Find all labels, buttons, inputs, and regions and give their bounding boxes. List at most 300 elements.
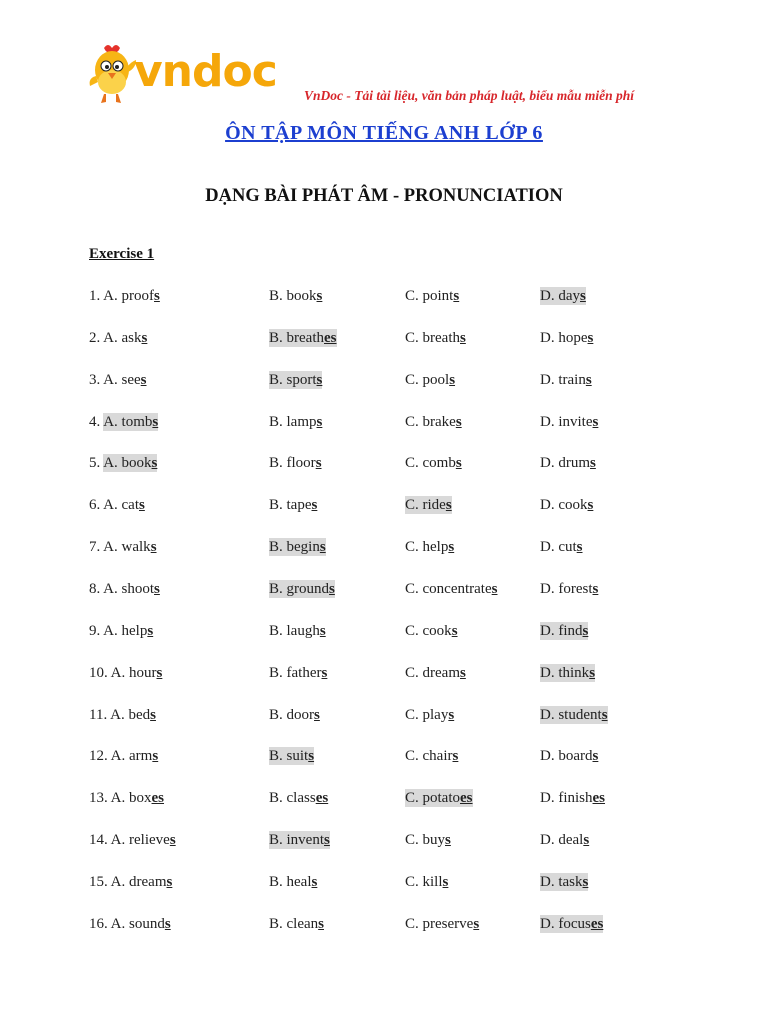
word-ending: s bbox=[169, 832, 176, 849]
word-stem: breath bbox=[286, 329, 324, 346]
answer-option bbox=[269, 664, 327, 682]
word-stem: book bbox=[286, 288, 317, 304]
word-stem: concentrate bbox=[422, 581, 492, 598]
answer-option bbox=[269, 622, 326, 640]
word-ending: s bbox=[587, 329, 594, 346]
vndoc-logo[interactable]: vndoc bbox=[134, 46, 277, 97]
word-ending: s bbox=[139, 497, 145, 514]
word-ending: s bbox=[311, 874, 318, 891]
option-letter: C. bbox=[405, 874, 419, 891]
answer-option bbox=[122, 287, 160, 305]
answer-option bbox=[405, 580, 497, 598]
word-ending: s bbox=[156, 664, 163, 681]
answer-option bbox=[269, 706, 320, 724]
question-number: 7. A. bbox=[89, 539, 118, 556]
answer-option bbox=[129, 873, 172, 891]
word-stem: chair bbox=[422, 748, 453, 765]
page-header bbox=[88, 42, 688, 112]
answer-option-highlighted bbox=[269, 580, 335, 598]
option-cell bbox=[405, 829, 451, 851]
word-stem: cut bbox=[558, 539, 577, 556]
option-letter: C. bbox=[405, 371, 419, 388]
word-ending: s bbox=[152, 748, 159, 765]
option-cell bbox=[540, 452, 596, 474]
word-ending: s bbox=[316, 288, 323, 304]
option-letter: D. bbox=[540, 413, 555, 430]
word-stem: tape bbox=[286, 497, 312, 514]
word-ending: s bbox=[592, 581, 599, 598]
answer-option bbox=[269, 413, 322, 431]
word-ending: s bbox=[592, 748, 599, 765]
word-stem: comb bbox=[422, 455, 456, 472]
question-number: 2. A. bbox=[89, 329, 118, 346]
question-number-and-option-a bbox=[89, 745, 158, 767]
question-row bbox=[89, 285, 729, 327]
word-stem: buy bbox=[422, 832, 446, 849]
word-stem: lamp bbox=[286, 413, 317, 430]
option-letter: D. bbox=[540, 455, 555, 472]
option-letter: B. bbox=[269, 329, 283, 346]
option-cell bbox=[269, 913, 324, 935]
option-letter: D. bbox=[540, 288, 555, 304]
word-stem: brake bbox=[422, 413, 456, 430]
question-number-and-option-a bbox=[89, 578, 160, 600]
option-letter: B. bbox=[269, 622, 283, 639]
answer-option bbox=[269, 287, 322, 305]
word-ending: s bbox=[587, 497, 594, 514]
answer-option-highlighted bbox=[103, 413, 158, 431]
word-stem: kill bbox=[422, 874, 443, 891]
option-cell bbox=[405, 620, 458, 642]
option-letter: C. bbox=[405, 497, 419, 514]
option-letter: C. bbox=[405, 664, 419, 681]
word-ending: s bbox=[140, 371, 147, 388]
question-number: 10. A. bbox=[89, 664, 126, 681]
section-subtitle: DẠNG BÀI PHÁT ÂM - PRONUNCIATION bbox=[205, 186, 563, 206]
option-cell bbox=[269, 452, 322, 474]
option-cell bbox=[540, 578, 598, 600]
word-stem: drum bbox=[558, 455, 591, 472]
word-ending: s bbox=[152, 413, 159, 430]
answer-option bbox=[405, 664, 466, 682]
option-letter: B. bbox=[269, 790, 283, 807]
word-stem: student bbox=[558, 706, 602, 723]
option-cell bbox=[269, 745, 314, 767]
word-stem: see bbox=[121, 371, 141, 388]
word-ending: s bbox=[318, 915, 324, 932]
answer-option bbox=[129, 664, 162, 682]
answer-option-highlighted bbox=[269, 329, 337, 347]
word-ending: s bbox=[141, 329, 148, 346]
answer-option bbox=[405, 538, 454, 556]
chicken-mascot-icon bbox=[88, 42, 138, 106]
answer-option bbox=[269, 789, 328, 807]
option-letter: C. bbox=[405, 413, 419, 430]
option-cell bbox=[269, 871, 317, 893]
word-ending: s bbox=[580, 288, 586, 304]
option-letter: D. bbox=[540, 832, 555, 849]
word-ending: s bbox=[442, 874, 449, 891]
word-ending: s bbox=[154, 288, 160, 304]
word-stem: laugh bbox=[286, 622, 320, 639]
question-number: 3. A. bbox=[89, 371, 118, 388]
question-number: 8. A. bbox=[89, 581, 118, 598]
question-row bbox=[89, 662, 729, 704]
word-ending: s bbox=[311, 497, 318, 514]
option-letter: C. bbox=[405, 790, 419, 807]
answer-option bbox=[540, 454, 596, 472]
question-number: 14. A. bbox=[89, 832, 126, 849]
word-ending: es bbox=[151, 790, 165, 807]
question-number: 5. bbox=[89, 455, 101, 472]
word-stem: proof bbox=[121, 288, 155, 304]
option-letter: C. bbox=[405, 288, 419, 304]
answer-option bbox=[540, 789, 605, 807]
word-ending: s bbox=[592, 413, 599, 430]
option-cell bbox=[540, 787, 605, 809]
answer-option bbox=[122, 496, 145, 514]
option-letter: D. bbox=[540, 539, 555, 556]
word-ending: s bbox=[324, 832, 330, 849]
word-stem: dream bbox=[422, 664, 460, 681]
word-stem: begin bbox=[286, 539, 320, 556]
word-stem: shoot bbox=[121, 581, 155, 598]
option-cell bbox=[269, 620, 326, 642]
word-ending: s bbox=[448, 706, 455, 723]
word-stem: deal bbox=[558, 832, 584, 849]
option-cell bbox=[269, 787, 328, 809]
answer-option-highlighted bbox=[540, 915, 603, 933]
question-number: 4. bbox=[89, 413, 101, 430]
answer-option bbox=[540, 496, 593, 514]
option-letter: D. bbox=[540, 748, 555, 765]
option-cell bbox=[405, 871, 448, 893]
word-ending: s bbox=[576, 539, 583, 556]
word-stem: walk bbox=[121, 539, 151, 556]
option-letter: B. bbox=[269, 497, 283, 514]
option-letter: D. bbox=[540, 664, 555, 681]
option-cell bbox=[269, 536, 326, 558]
word-ending: s bbox=[154, 581, 160, 598]
option-cell bbox=[540, 411, 598, 433]
word-stem: door bbox=[286, 706, 315, 723]
answer-option bbox=[129, 831, 176, 849]
answer-option-highlighted bbox=[269, 538, 326, 556]
word-ending: s bbox=[166, 874, 173, 891]
answer-option bbox=[129, 747, 158, 765]
question-number-and-option-a bbox=[89, 494, 145, 516]
word-stem: preserve bbox=[422, 915, 474, 932]
word-ending: es bbox=[592, 790, 606, 807]
word-stem: ask bbox=[121, 329, 142, 346]
option-letter: B. bbox=[269, 874, 283, 891]
word-stem: heal bbox=[286, 874, 312, 891]
option-cell bbox=[540, 662, 595, 684]
word-stem: cook bbox=[422, 622, 452, 639]
option-cell bbox=[269, 578, 335, 600]
option-cell bbox=[405, 787, 473, 809]
question-number-and-option-a bbox=[89, 411, 158, 433]
word-ending: s bbox=[601, 706, 608, 723]
word-ending: s bbox=[321, 664, 328, 681]
answer-option bbox=[405, 831, 451, 849]
word-stem: hour bbox=[129, 664, 157, 681]
option-letter: B. bbox=[269, 706, 283, 723]
question-number-and-option-a bbox=[89, 829, 176, 851]
word-ending: s bbox=[445, 832, 451, 849]
option-letter: C. bbox=[405, 581, 419, 598]
word-ending: s bbox=[583, 832, 590, 849]
word-ending: s bbox=[585, 371, 592, 388]
option-cell bbox=[269, 285, 322, 307]
question-row bbox=[89, 829, 729, 871]
question-number-and-option-a bbox=[89, 285, 160, 307]
option-cell bbox=[405, 578, 497, 600]
option-cell bbox=[405, 536, 454, 558]
word-stem: cat bbox=[121, 497, 139, 514]
option-cell bbox=[405, 704, 454, 726]
word-ending: s bbox=[329, 581, 335, 598]
word-stem: help bbox=[422, 539, 449, 556]
option-cell bbox=[269, 829, 330, 851]
option-cell bbox=[540, 494, 593, 516]
word-stem: relieve bbox=[129, 832, 170, 849]
answer-option bbox=[128, 706, 156, 724]
word-ending: s bbox=[455, 455, 462, 472]
option-cell bbox=[540, 285, 586, 307]
site-tagline: VnDoc - Tải tài liệu, văn bản pháp luật, biểu mẫu miễn phí bbox=[304, 88, 635, 103]
word-stem: class bbox=[286, 790, 316, 807]
answer-option-highlighted bbox=[103, 454, 157, 472]
word-ending: s bbox=[452, 748, 459, 765]
word-stem: dream bbox=[129, 874, 167, 891]
option-cell bbox=[269, 411, 322, 433]
option-cell bbox=[540, 704, 608, 726]
question-number: 15. A. bbox=[89, 874, 126, 891]
option-cell bbox=[405, 662, 466, 684]
word-ending: s bbox=[460, 664, 466, 681]
question-row bbox=[89, 620, 729, 662]
option-letter: C. bbox=[405, 622, 419, 639]
question-number: 13. A. bbox=[89, 790, 126, 807]
word-stem: ride bbox=[422, 497, 446, 514]
answer-option-highlighted bbox=[405, 789, 473, 807]
question-number: 6. A. bbox=[89, 497, 118, 514]
option-letter: C. bbox=[405, 748, 419, 765]
answer-option bbox=[405, 287, 459, 305]
question-row bbox=[89, 452, 729, 494]
word-ending: s bbox=[473, 915, 480, 932]
answer-option bbox=[269, 915, 324, 933]
option-cell bbox=[540, 369, 592, 391]
option-cell bbox=[540, 536, 583, 558]
word-stem: arm bbox=[129, 748, 153, 765]
word-stem: finish bbox=[558, 790, 593, 807]
answer-option bbox=[540, 747, 598, 765]
answer-option bbox=[405, 622, 458, 640]
option-letter: C. bbox=[405, 706, 419, 723]
answer-option bbox=[122, 538, 157, 556]
answer-option bbox=[269, 496, 317, 514]
word-stem: cook bbox=[558, 497, 588, 514]
option-cell bbox=[540, 871, 588, 893]
answer-option bbox=[540, 371, 592, 389]
word-ending: es bbox=[315, 790, 329, 807]
exercise-heading: Exercise 1 bbox=[89, 246, 155, 262]
answer-option bbox=[122, 371, 147, 389]
option-letter: C. bbox=[405, 832, 419, 849]
answer-option bbox=[540, 413, 598, 431]
answer-option-highlighted bbox=[540, 287, 586, 305]
option-cell bbox=[269, 704, 320, 726]
option-cell bbox=[540, 745, 598, 767]
question-row bbox=[89, 494, 729, 536]
option-cell bbox=[269, 327, 337, 349]
question-number-and-option-a bbox=[89, 452, 157, 474]
answer-option-highlighted bbox=[540, 706, 608, 724]
word-stem: book bbox=[121, 455, 152, 472]
word-ending: s bbox=[460, 329, 466, 346]
option-letter: D. bbox=[540, 915, 555, 932]
answer-option bbox=[405, 329, 466, 347]
answer-option bbox=[540, 329, 593, 347]
option-letter: B. bbox=[269, 413, 283, 430]
answer-option bbox=[405, 371, 455, 389]
answer-option bbox=[405, 454, 462, 472]
question-number: 11. A. bbox=[89, 706, 125, 723]
option-letter: B. bbox=[269, 455, 283, 472]
option-letter: B. bbox=[269, 915, 283, 932]
question-number: 16. A. bbox=[89, 915, 126, 932]
option-cell bbox=[540, 620, 588, 642]
word-ending: s bbox=[319, 539, 326, 556]
option-letter: D. bbox=[540, 790, 555, 807]
option-cell bbox=[405, 745, 458, 767]
word-stem: potato bbox=[422, 790, 461, 807]
word-ending: s bbox=[314, 706, 320, 723]
word-ending: s bbox=[316, 413, 323, 430]
question-number-and-option-a bbox=[89, 704, 156, 726]
option-letter: C. bbox=[405, 915, 419, 932]
answer-option bbox=[122, 329, 148, 347]
word-ending: s bbox=[319, 622, 326, 639]
word-ending: s bbox=[448, 539, 455, 556]
word-ending: s bbox=[451, 622, 458, 639]
word-ending: s bbox=[147, 622, 154, 639]
answer-option bbox=[540, 580, 598, 598]
word-ending: s bbox=[316, 371, 323, 388]
word-ending: s bbox=[445, 497, 452, 514]
option-cell bbox=[405, 285, 459, 307]
word-stem: invite bbox=[558, 413, 593, 430]
question-number-and-option-a bbox=[89, 620, 153, 642]
word-ending: s bbox=[449, 371, 456, 388]
option-letter: D. bbox=[540, 371, 555, 388]
option-letter: B. bbox=[269, 581, 283, 598]
question-number-and-option-a bbox=[89, 536, 157, 558]
word-stem: pool bbox=[422, 371, 450, 388]
option-letter: B. bbox=[269, 664, 283, 681]
word-stem: task bbox=[558, 874, 583, 891]
question-row bbox=[89, 327, 729, 369]
word-ending: s bbox=[455, 413, 462, 430]
answer-option bbox=[129, 789, 164, 807]
answer-option-highlighted bbox=[269, 747, 314, 765]
word-ending: s bbox=[453, 288, 460, 304]
option-letter: C. bbox=[405, 329, 419, 346]
answer-option bbox=[129, 915, 171, 933]
question-row bbox=[89, 745, 729, 787]
word-stem: father bbox=[286, 664, 322, 681]
word-ending: es bbox=[460, 790, 473, 807]
question-row bbox=[89, 787, 729, 829]
word-stem: tomb bbox=[121, 413, 153, 430]
answer-option-highlighted bbox=[405, 496, 452, 514]
word-ending: s bbox=[308, 748, 315, 765]
answer-option bbox=[405, 706, 454, 724]
word-stem: floor bbox=[286, 455, 316, 472]
word-stem: focus bbox=[558, 915, 591, 932]
answer-option bbox=[405, 747, 458, 765]
page-title: ÔN TẬP MÔN TIẾNG ANH LỚP 6 bbox=[225, 122, 543, 144]
answer-option bbox=[405, 915, 479, 933]
option-letter: B. bbox=[269, 832, 283, 849]
option-cell bbox=[405, 327, 466, 349]
answer-option bbox=[540, 831, 589, 849]
question-row bbox=[89, 871, 729, 913]
question-number-and-option-a bbox=[89, 871, 172, 893]
word-stem: help bbox=[121, 622, 148, 639]
option-letter: C. bbox=[405, 455, 419, 472]
answer-option bbox=[269, 873, 317, 891]
word-stem: train bbox=[558, 371, 586, 388]
option-letter: B. bbox=[269, 539, 283, 556]
option-cell bbox=[405, 369, 455, 391]
answer-option bbox=[269, 454, 322, 472]
question-row bbox=[89, 578, 729, 620]
word-stem: breath bbox=[422, 329, 460, 346]
word-ending: es bbox=[324, 329, 337, 346]
word-ending: s bbox=[582, 874, 589, 891]
option-cell bbox=[405, 452, 462, 474]
word-stem: forest bbox=[558, 581, 593, 598]
option-letter: B. bbox=[269, 748, 283, 765]
option-cell bbox=[405, 411, 462, 433]
answer-option-highlighted bbox=[540, 873, 588, 891]
option-cell bbox=[269, 369, 322, 391]
option-cell bbox=[540, 327, 593, 349]
question-number: 9. A. bbox=[89, 622, 118, 639]
answer-option-highlighted bbox=[269, 831, 330, 849]
word-ending: s bbox=[315, 455, 322, 472]
word-ending: s bbox=[589, 664, 596, 681]
word-stem: play bbox=[422, 706, 449, 723]
question-number-and-option-a bbox=[89, 327, 147, 349]
word-ending: s bbox=[590, 455, 596, 472]
word-stem: find bbox=[558, 622, 583, 639]
option-letter: B. bbox=[269, 288, 283, 304]
answer-option-highlighted bbox=[540, 664, 595, 682]
word-stem: suit bbox=[286, 748, 309, 765]
word-ending: s bbox=[150, 539, 157, 556]
question-number-and-option-a bbox=[89, 913, 171, 935]
answer-option bbox=[405, 413, 462, 431]
word-ending: s bbox=[491, 581, 498, 598]
question-row bbox=[89, 913, 729, 955]
word-ending: es bbox=[590, 915, 604, 932]
word-ending: s bbox=[150, 706, 156, 723]
word-stem: bed bbox=[128, 706, 151, 723]
